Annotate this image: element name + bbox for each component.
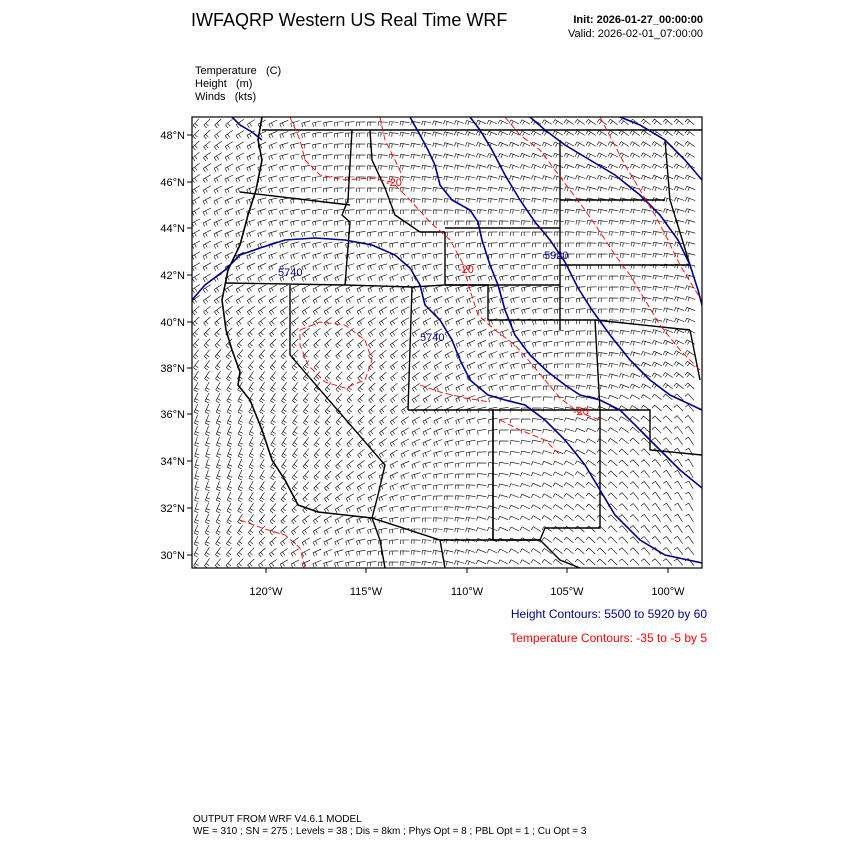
lat-label: 34°N	[160, 456, 185, 468]
plot-title: IWFAQRP Western US Real Time WRF	[191, 10, 508, 30]
lat-label: 40°N	[160, 317, 185, 329]
temperature-contours	[240, 117, 702, 568]
lat-label: 44°N	[160, 223, 185, 235]
map-frame	[192, 117, 702, 568]
height-label: 5920	[544, 250, 569, 262]
lat-label: 46°N	[160, 177, 185, 189]
lon-label: 105°W	[550, 586, 584, 598]
height-contour-legend: Height Contours: 5500 to 5920 by 60	[510, 607, 707, 621]
longitude-labels	[249, 586, 685, 598]
lat-label: 36°N	[160, 409, 185, 421]
variable-winds: Winds (kts)	[195, 91, 257, 103]
temperature-label: -20	[458, 264, 474, 276]
lon-label: 100°W	[651, 586, 685, 598]
lon-label: 115°W	[349, 586, 383, 598]
height-label: 5740	[278, 267, 303, 279]
model-footer	[193, 814, 586, 838]
temperature-label: -20	[386, 177, 402, 189]
variable-temperature: Temperature (C)	[195, 65, 282, 77]
model-config: WE = 310 ; SN = 275 ; Levels = 38 ; Dis = 8km ; Phys Opt = 8 ; PBL Opt = 1 ; Cu Opt = 3	[193, 826, 587, 837]
lat-label: 42°N	[160, 270, 185, 282]
lat-label: 38°N	[160, 363, 185, 375]
latitude-labels	[160, 130, 185, 562]
lat-label: 32°N	[160, 503, 185, 515]
model-version: OUTPUT FROM WRF V4.6.1 MODEL	[193, 814, 362, 825]
lon-label: 110°W	[450, 586, 484, 598]
temperature-contour-legend: Temperature Contours: -35 to -5 by 5	[510, 631, 707, 645]
state-borders	[222, 117, 702, 568]
height-label: 5740	[420, 332, 445, 344]
lon-label: 120°W	[249, 586, 283, 598]
variable-height: Height (m)	[195, 78, 253, 90]
init-time: Init: 2026-01-27_00:00:00	[573, 14, 703, 26]
lat-label: 30°N	[160, 550, 185, 562]
valid-time: Valid: 2026-02-01_07:00:00	[568, 28, 703, 40]
lat-label: 48°N	[160, 130, 185, 142]
temperature-label: -20	[573, 406, 589, 418]
